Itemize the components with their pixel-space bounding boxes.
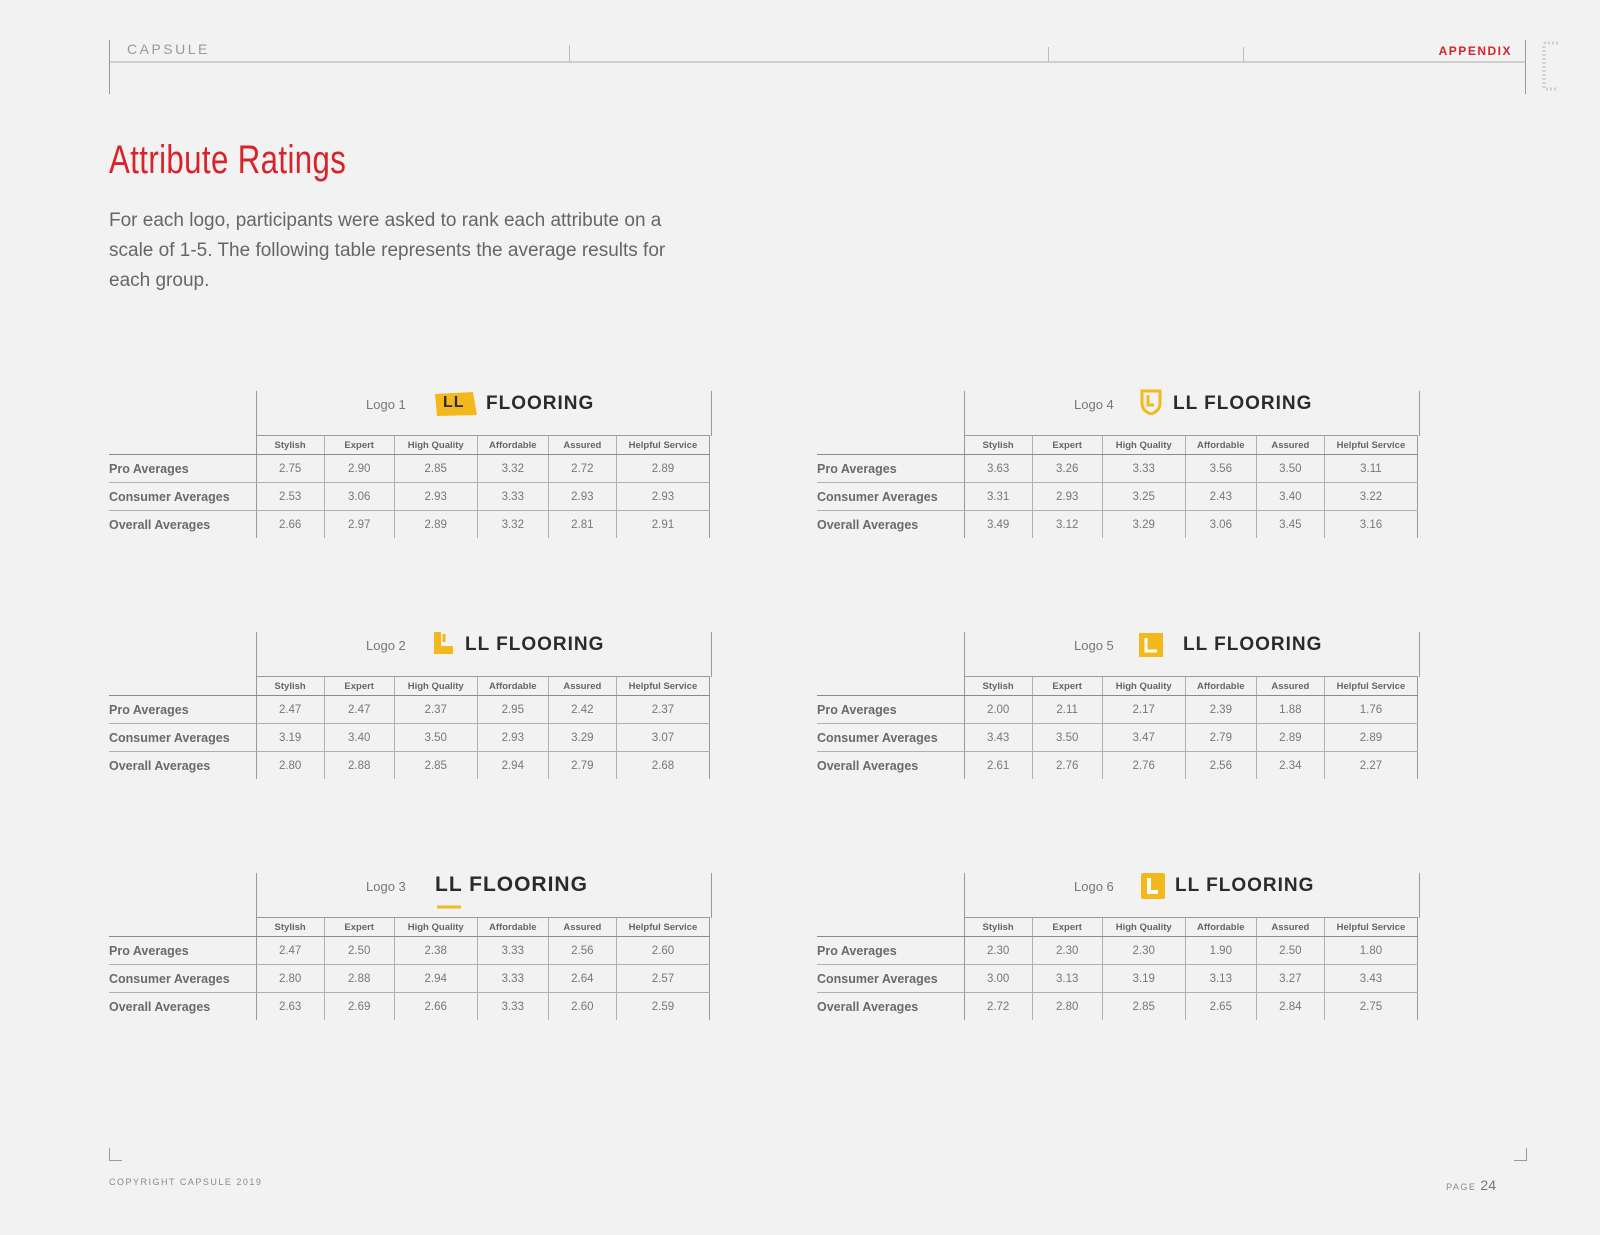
column-header: Helpful Service [1324,436,1417,455]
rating-cell: 3.47 [1102,724,1185,752]
rating-cell: 2.93 [394,483,477,511]
rating-cell: 2.50 [324,937,394,965]
rating-cell: 2.56 [548,937,616,965]
row-label: Consumer Averages [109,965,256,993]
corner-cell [817,918,964,937]
rating-cell: 3.26 [1032,455,1102,483]
ratings-table-6 [817,873,1422,1029]
rating-cell: 3.13 [1185,965,1256,993]
corner-cell [109,918,256,937]
rating-cell: 2.90 [324,455,394,483]
rating-cell: 3.13 [1032,965,1102,993]
rating-cell: 1.76 [1324,696,1417,724]
rating-cell: 2.37 [616,696,709,724]
table-row [109,696,710,724]
rating-cell: 3.19 [1102,965,1185,993]
logo-label: Logo 6 [1074,879,1114,894]
rating-cell: 2.66 [394,993,477,1021]
rating-cell: 2.85 [394,455,477,483]
header-rule [110,61,1526,63]
corner-mark [1514,1148,1527,1161]
rating-cell: 2.89 [1256,724,1324,752]
rating-cell: 2.53 [256,483,324,511]
row-label: Overall Averages [817,511,964,539]
rating-cell: 2.94 [477,752,548,780]
row-label: Overall Averages [109,752,256,780]
rating-cell: 2.43 [1185,483,1256,511]
rating-cell: 2.91 [616,511,709,539]
rating-cell: 2.76 [1032,752,1102,780]
rating-cell: 1.88 [1256,696,1324,724]
rating-cell: 3.63 [964,455,1032,483]
rating-cell: 2.76 [1102,752,1185,780]
column-header: Stylish [964,436,1032,455]
rating-cell: 2.65 [1185,993,1256,1021]
logo-mark-text: LL [443,394,465,411]
column-header: Stylish [256,677,324,696]
ratings-table-2 [817,391,1422,547]
logo-label: Logo 2 [366,638,406,653]
rating-cell: 2.93 [1032,483,1102,511]
table-row [817,696,1418,724]
column-header: Helpful Service [1324,918,1417,937]
row-label: Consumer Averages [109,724,256,752]
rating-cell: 3.06 [1185,511,1256,539]
header-tick [1243,47,1244,62]
column-header: Assured [1256,436,1324,455]
rating-cell: 2.95 [477,696,548,724]
rating-cell: 3.50 [1032,724,1102,752]
rating-cell: 2.60 [548,993,616,1021]
ratings-grid [109,676,710,779]
table-row [817,511,1418,539]
rating-cell: 2.68 [616,752,709,780]
table-row [817,752,1418,780]
rating-cell: 2.84 [1256,993,1324,1021]
rating-cell: 2.88 [324,752,394,780]
rating-cell: 2.59 [616,993,709,1021]
rating-cell: 2.75 [256,455,324,483]
table-row [109,724,710,752]
row-label: Overall Averages [817,752,964,780]
brand-name: CAPSULE [127,41,210,57]
table-row [817,724,1418,752]
rating-cell: 2.93 [477,724,548,752]
logo-wordmark: LL FLOORING [1183,634,1323,655]
row-label: Pro Averages [817,937,964,965]
table-row [817,455,1418,483]
rating-cell: 2.27 [1324,752,1417,780]
row-label: Consumer Averages [817,965,964,993]
rating-cell: 3.07 [616,724,709,752]
column-header: High Quality [394,436,477,455]
rating-cell: 3.56 [1185,455,1256,483]
rating-cell: 2.34 [1256,752,1324,780]
rating-cell: 3.32 [477,455,548,483]
rating-cell: 2.17 [1102,696,1185,724]
column-header: Stylish [256,436,324,455]
table-row [109,965,710,993]
rating-cell: 2.79 [1185,724,1256,752]
rating-cell: 3.00 [964,965,1032,993]
column-header: Expert [324,436,394,455]
ratings-grid [109,435,710,538]
rating-cell: 2.69 [324,993,394,1021]
column-header: Affordable [477,918,548,937]
underline-icon [435,897,465,915]
page-label: PAGE [1446,1182,1477,1192]
logo-wordmark: FLOORING [486,393,595,414]
rating-cell: 2.85 [1102,993,1185,1021]
rating-cell: 3.25 [1102,483,1185,511]
rating-cell: 2.60 [616,937,709,965]
rating-cell: 2.37 [394,696,477,724]
rating-cell: 3.29 [548,724,616,752]
header-tick [569,45,570,62]
rating-cell: 2.61 [964,752,1032,780]
rating-cell: 2.89 [616,455,709,483]
column-header: Affordable [477,677,548,696]
corner-cell [817,677,964,696]
rating-cell: 3.31 [964,483,1032,511]
column-header: Expert [1032,436,1102,455]
column-header: Stylish [964,918,1032,937]
rating-cell: 2.47 [256,937,324,965]
ratings-table-5 [109,873,714,1029]
rating-cell: 3.33 [477,993,548,1021]
rating-cell: 3.45 [1256,511,1324,539]
logo-wordmark: LL FLOORING [1175,875,1315,896]
column-header: Assured [1256,918,1324,937]
column-header: Affordable [1185,918,1256,937]
rating-cell: 2.30 [1102,937,1185,965]
row-label: Pro Averages [109,696,256,724]
table-row [109,483,710,511]
capsule-c-icon [1542,41,1560,91]
ratings-grid [817,435,1418,538]
column-header: Stylish [256,918,324,937]
column-header: Expert [324,677,394,696]
ratings-table-4 [817,632,1422,788]
ratings-table-1 [109,391,714,547]
column-header: Affordable [1185,677,1256,696]
logo-wordmark: LL FLOORING [465,634,605,655]
rating-cell: 3.33 [477,937,548,965]
header-left-rule [109,40,110,94]
rating-cell: 2.30 [964,937,1032,965]
column-header: High Quality [1102,918,1185,937]
rating-cell: 3.06 [324,483,394,511]
rating-cell: 3.50 [394,724,477,752]
rating-cell: 1.80 [1324,937,1417,965]
rating-cell: 2.93 [616,483,709,511]
corner-mark [109,1148,122,1161]
table-row [817,483,1418,511]
rating-cell: 2.89 [394,511,477,539]
rating-cell: 2.80 [256,752,324,780]
table-row [109,511,710,539]
row-label: Pro Averages [817,696,964,724]
column-header: Stylish [964,677,1032,696]
section-label: APPENDIX [1438,44,1512,58]
row-label: Overall Averages [817,993,964,1021]
rating-cell: 2.66 [256,511,324,539]
page-title: Attribute Ratings [109,138,347,182]
rating-cell: 1.90 [1185,937,1256,965]
logo-label: Logo 5 [1074,638,1114,653]
table-row [817,993,1418,1021]
rating-cell: 3.22 [1324,483,1417,511]
rating-cell: 2.94 [394,965,477,993]
column-header: Helpful Service [1324,677,1417,696]
column-header: Helpful Service [616,918,709,937]
column-header: High Quality [1102,436,1185,455]
logo-wordmark: LL FLOORING [1173,393,1313,414]
logo-mark-icon [431,630,455,661]
rating-cell: 3.11 [1324,455,1417,483]
rating-cell: 3.27 [1256,965,1324,993]
rating-cell: 2.72 [964,993,1032,1021]
column-header: Assured [548,436,616,455]
row-label: Overall Averages [109,511,256,539]
table-row [817,937,1418,965]
row-label: Pro Averages [817,455,964,483]
row-label: Consumer Averages [817,483,964,511]
page-number: 24 [1480,1177,1496,1193]
rating-cell: 3.29 [1102,511,1185,539]
rating-cell: 2.63 [256,993,324,1021]
rating-cell: 2.47 [324,696,394,724]
column-header: Assured [1256,677,1324,696]
rating-cell: 2.39 [1185,696,1256,724]
rating-cell: 3.16 [1324,511,1417,539]
column-header: Expert [1032,918,1102,937]
ratings-grid [817,917,1418,1020]
rating-cell: 2.80 [256,965,324,993]
rating-cell: 2.00 [964,696,1032,724]
rating-cell: 2.93 [548,483,616,511]
column-header: Affordable [1185,436,1256,455]
rating-cell: 2.81 [548,511,616,539]
rating-cell: 3.50 [1256,455,1324,483]
rating-cell: 3.19 [256,724,324,752]
column-header: Expert [1032,677,1102,696]
rating-cell: 3.49 [964,511,1032,539]
rating-cell: 3.40 [1256,483,1324,511]
row-label: Pro Averages [109,937,256,965]
logo-label: Logo 3 [366,879,406,894]
corner-cell [109,677,256,696]
rating-cell: 2.50 [1256,937,1324,965]
rating-cell: 3.40 [324,724,394,752]
column-header: Affordable [477,436,548,455]
rating-cell: 2.42 [548,696,616,724]
column-header: Helpful Service [616,436,709,455]
rating-cell: 3.33 [477,483,548,511]
rating-cell: 2.75 [1324,993,1417,1021]
row-label: Consumer Averages [109,483,256,511]
column-header: Helpful Service [616,677,709,696]
rating-cell: 2.80 [1032,993,1102,1021]
rating-cell: 3.32 [477,511,548,539]
table-row [109,455,710,483]
table-row [109,937,710,965]
table-row [109,752,710,780]
ratings-grid [817,676,1418,779]
rating-cell: 2.56 [1185,752,1256,780]
ratings-table-3 [109,632,714,788]
column-header: Expert [324,918,394,937]
corner-cell [817,436,964,455]
copyright: COPYRIGHT CAPSULE 2019 [109,1177,263,1187]
row-label: Overall Averages [109,993,256,1021]
header-right-rule [1525,40,1526,94]
logo-wordmark: LL FLOORING [435,873,588,896]
column-header: High Quality [1102,677,1185,696]
rating-cell: 2.97 [324,511,394,539]
row-label: Consumer Averages [817,724,964,752]
ratings-grid [109,917,710,1020]
rating-cell: 3.33 [477,965,548,993]
rating-cell: 2.89 [1324,724,1417,752]
rating-cell: 3.12 [1032,511,1102,539]
table-row [817,965,1418,993]
logo-mark-icon [1139,871,1167,906]
rating-cell: 2.30 [1032,937,1102,965]
table-row [109,993,710,1021]
rating-cell: 2.47 [256,696,324,724]
corner-cell [109,436,256,455]
rating-cell: 2.11 [1032,696,1102,724]
logo-label: Logo 4 [1074,397,1114,412]
column-header: High Quality [394,918,477,937]
column-header: High Quality [394,677,477,696]
intro-paragraph: For each logo, participants were asked to rank each attribute on a scale of 1-5. The following table represents the average results for each group. [109,210,666,291]
rating-cell: 2.72 [548,455,616,483]
rating-cell: 3.33 [1102,455,1185,483]
column-header: Assured [548,677,616,696]
rating-cell: 3.43 [1324,965,1417,993]
page-indicator [1446,1177,1496,1193]
logo-label: Logo 1 [366,397,406,412]
rating-cell: 2.85 [394,752,477,780]
header-tick [1048,47,1049,62]
rating-cell: 2.79 [548,752,616,780]
table-head-box [256,391,712,436]
rating-cell: 2.38 [394,937,477,965]
rating-cell: 2.57 [616,965,709,993]
rating-cell: 3.43 [964,724,1032,752]
row-label: Pro Averages [109,455,256,483]
logo-mark-icon [1139,389,1163,420]
column-header: Assured [548,918,616,937]
rating-cell: 2.88 [324,965,394,993]
rating-cell: 2.64 [548,965,616,993]
logo-mark-icon [1137,630,1167,665]
